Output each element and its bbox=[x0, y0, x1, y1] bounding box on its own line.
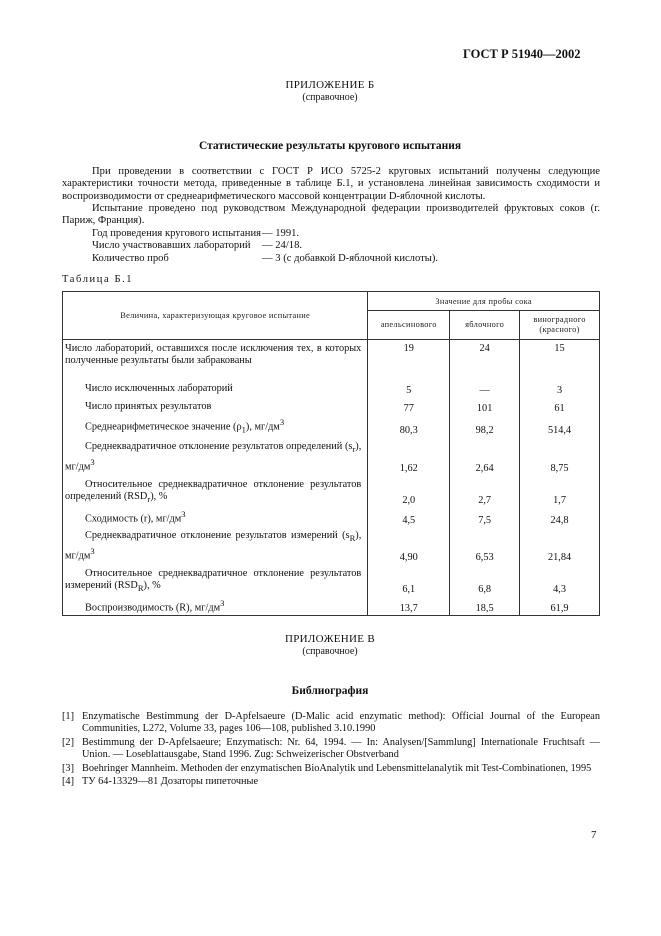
bibliography-item bbox=[62, 711, 600, 736]
bibliography-number: [3] bbox=[62, 762, 75, 774]
value-grape: 61 bbox=[520, 396, 600, 414]
table-row bbox=[63, 414, 600, 436]
table-row bbox=[63, 396, 600, 414]
fact-row bbox=[62, 228, 600, 240]
statistics-table bbox=[62, 291, 600, 616]
annex-c-subtitle: (справочное) bbox=[302, 646, 358, 657]
table-row bbox=[63, 368, 600, 396]
annex-b-paragraph-1: При проведении в соответствии с ГОСТ Р ИСО 5725-2 круговых испытаний получены следующие характеристики точности метода, приведенные в таблице Б.1, и установлена линейная зависимость сходимости и воспроизводимости от среднеарифметического массовой концентрации D-яблочной кислоты. bbox=[62, 166, 600, 202]
annex-b-title: ПРИЛОЖЕНИЕ Б bbox=[285, 79, 375, 91]
bibliography-item bbox=[62, 763, 600, 775]
value-apple: — bbox=[450, 368, 520, 396]
header-grape bbox=[520, 311, 600, 340]
fact-value: — 3 (с добавкой D-яблочной кислоты). bbox=[262, 252, 439, 264]
row-name: Число принятых результатов bbox=[63, 396, 368, 414]
value-orange: 4,90 bbox=[368, 526, 450, 563]
bibliography-item bbox=[62, 737, 600, 762]
value-apple: 18,5 bbox=[450, 595, 520, 616]
value-apple: 2,7 bbox=[450, 474, 520, 506]
value-grape: 3 bbox=[520, 368, 600, 396]
row-name: Среднеквадратичное отклонение результатов определений $(s_r)$, $мг/дм^3$ bbox=[63, 436, 368, 474]
bibliography-title: Библиография bbox=[291, 685, 369, 697]
bibliography-number: [2] bbox=[62, 736, 75, 748]
test-facts-list bbox=[62, 228, 600, 265]
annex-b-paragraph-2: Испытание проведено под руководством Международной федерации производителей фруктовых соков (г. Париж, Франция). bbox=[62, 203, 600, 227]
header-grape-line2: (красного) bbox=[539, 325, 580, 334]
value-orange: 5 bbox=[368, 368, 450, 396]
bibliography-number: [1] bbox=[62, 711, 75, 722]
bibliography-text: Bestimmung der D-Apfelsaeure; Enzymatisch: Nr. 64, 1994. — In: Analysen/[Sammlung] Internationale Fruchtsaft — Union. — Loseblattausgabe, Stand 1996. Zug: Schweizerischer Obstverband bbox=[82, 736, 600, 761]
value-grape: 24,8 bbox=[520, 506, 600, 526]
value-orange: 6,1 bbox=[368, 563, 450, 595]
header-apple: яблочного bbox=[450, 311, 520, 340]
value-orange: 80,3 bbox=[368, 414, 450, 436]
fact-row bbox=[62, 240, 600, 252]
row-name: Среднеквадратичное отклонение результатов измерений $(s_R)$, $мг/дм^3$ bbox=[63, 526, 368, 563]
value-grape: 514,4 bbox=[520, 414, 600, 436]
annex-c-title: ПРИЛОЖЕНИЕ В bbox=[284, 633, 375, 645]
bibliography-number: [4] bbox=[62, 776, 75, 788]
value-grape: 4,3 bbox=[520, 563, 600, 595]
bibliography-text: Enzymatische Bestimmung der D-Apfelsaeure (D-Malic acid enzymatic method): Official Journal of the European Communities, L272, Volume 33, pages 106—108, published 3.10.1990 bbox=[82, 711, 600, 735]
value-orange: 19 bbox=[368, 340, 450, 368]
fact-label: Число участвовавших лабораторий bbox=[92, 240, 251, 252]
header-orange: апельсинового bbox=[368, 311, 450, 340]
bibliography-item bbox=[62, 776, 600, 788]
value-grape: 15 bbox=[520, 340, 600, 368]
value-orange: 1,62 bbox=[368, 436, 450, 474]
header-grape-line1: виноградного bbox=[533, 315, 586, 324]
value-apple: 101 bbox=[450, 396, 520, 414]
value-apple: 2,64 bbox=[450, 436, 520, 474]
table-row bbox=[63, 595, 600, 616]
page-number: 7 bbox=[591, 829, 597, 841]
value-orange: 4,5 bbox=[368, 506, 450, 526]
value-grape: 21,84 bbox=[520, 526, 600, 563]
fact-label: Количество проб bbox=[92, 252, 169, 264]
table-row bbox=[63, 506, 600, 526]
row-name: Относительное среднеквадратичное отклонение результатов измерений $(RSD_R)$, % bbox=[63, 563, 368, 595]
fact-value: — 1991. bbox=[262, 228, 300, 239]
bibliography-text: ТУ 64-13329—81 Дозаторы пипеточные bbox=[82, 776, 259, 788]
value-grape: 61,9 bbox=[520, 595, 600, 616]
header-quantity: Величина, характеризующая круговое испытание bbox=[63, 292, 368, 340]
value-orange: 13,7 bbox=[368, 595, 450, 616]
fact-row bbox=[62, 253, 600, 265]
row-name: Среднеарифметическое значение $(\rho_1)$, $мг/дм^3$ bbox=[63, 414, 368, 436]
row-name: Сходимость (r), $мг/дм^3$ bbox=[63, 506, 368, 526]
table-row bbox=[63, 526, 600, 563]
value-grape: 8,75 bbox=[520, 436, 600, 474]
row-name: Число исключенных лабораторий bbox=[63, 368, 368, 396]
value-apple: 6,53 bbox=[450, 526, 520, 563]
table-row bbox=[63, 436, 600, 474]
table-row bbox=[63, 340, 600, 368]
table-row bbox=[63, 563, 600, 595]
value-grape: 1,7 bbox=[520, 474, 600, 506]
table-caption: Таблица Б.1 bbox=[62, 274, 134, 285]
document-header: ГОСТ Р 51940—2002 bbox=[463, 47, 581, 61]
row-name: Число лабораторий, оставшихся после исключения тех, в которых полученные результаты были забракованы bbox=[63, 340, 368, 368]
header-sample-group: Значение для пробы сока bbox=[368, 292, 600, 311]
fact-value: — 24/18. bbox=[262, 240, 303, 252]
value-apple: 6,8 bbox=[450, 563, 520, 595]
bibliography-list bbox=[62, 711, 600, 789]
row-name: Воспроизводимость (R), $мг/дм^3$ bbox=[63, 595, 368, 616]
value-apple: 98,2 bbox=[450, 414, 520, 436]
value-orange: 2,0 bbox=[368, 474, 450, 506]
table-row bbox=[63, 474, 600, 506]
value-apple: 7,5 bbox=[450, 506, 520, 526]
value-orange: 77 bbox=[368, 396, 450, 414]
row-name: Относительное среднеквадратичное отклонение результатов определений $(RSD_r)$, % bbox=[63, 474, 368, 506]
annex-b-subtitle: (справочное) bbox=[302, 92, 358, 103]
bibliography-text: Boehringer Mannheim. Methoden der enzymatischen BioAnalytik und Lebensmittelanalytik mit Test-Combinationen, 1995 bbox=[82, 762, 592, 774]
fact-label: Год проведения кругового испытания bbox=[92, 228, 262, 239]
annex-b-section-title: Статистические результаты кругового испытания bbox=[198, 140, 462, 152]
value-apple: 24 bbox=[450, 340, 520, 368]
